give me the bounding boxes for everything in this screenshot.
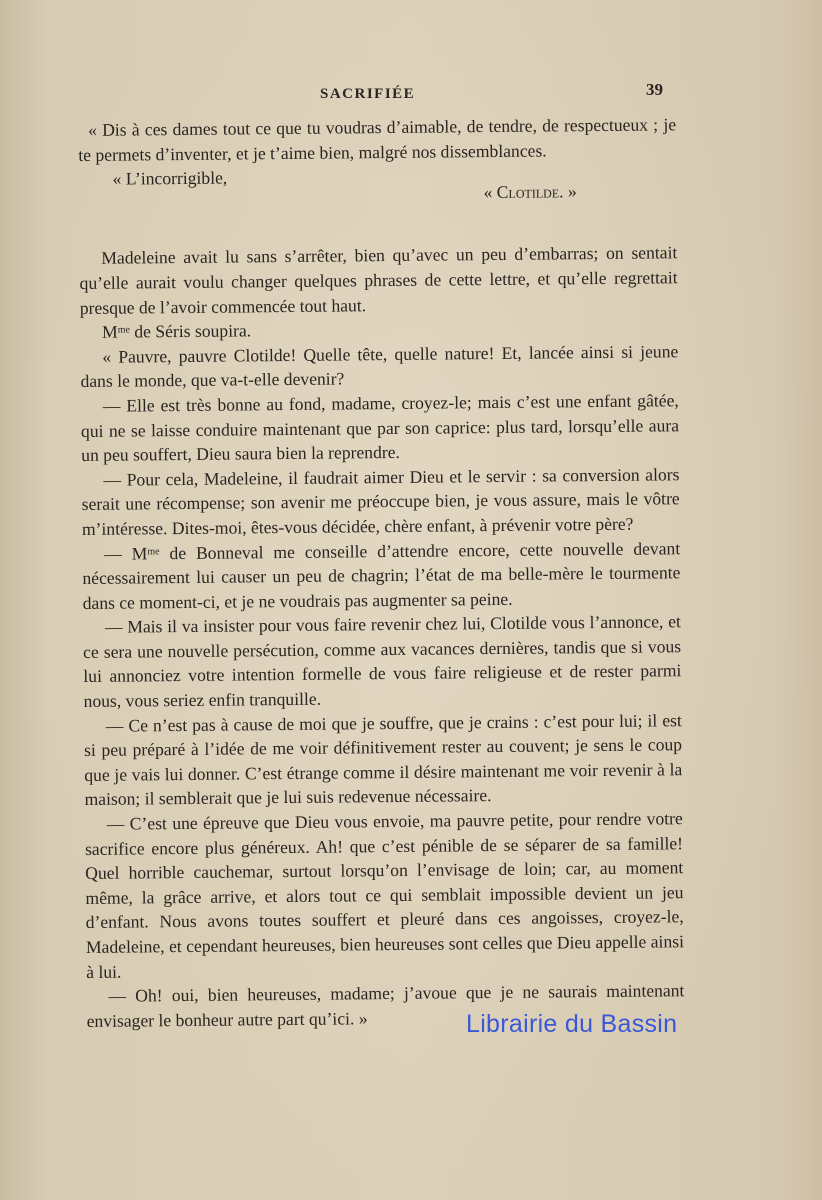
paragraph-letter-end: « Dis à ces dames tout ce que tu voudras d’aimable, de tendre, de respectueux ; je te permets d’inventer, et je t’aime bien, malgré nos dissemblances. [78, 114, 677, 165]
running-title: SACRIFIÉE [320, 86, 416, 102]
paragraph: — Elle est très bonne au fond, madame, croyez-le; mais c’est une enfant gâtée, qui ne se laisse conduire maintenant que par son caprice: plus tard, lorsqu’elle aura un peu souffert, Dieu saura bien la reprendre. [80, 390, 680, 466]
paragraph-closing: « L’incorrigible, [112, 167, 228, 189]
title-abbrev: — M [104, 542, 148, 564]
paragraph: — C’est une épreuve que Dieu vous envoie, ma pauvre petite, pour rendre votre sacrifice encore plus généreux. Ah! que c’est pénible de se séparer de sa famille! Quel horrible cauchemar, surtout lorsqu’on l’envisage de loin; car, au moment même, la grâce arrive, et alors tout ce qui semblait impossible devient un jeu d’enfant. Nous avons toutes souffert et pleuré dans ces angoisses, croyez-le, Madeleine, et cependant heureuses, bien heureuses sont celles que Dieu appelle ainsi à lui. [84, 808, 685, 982]
paragraph-text: de Bonneval me conseille d’attendre encore, cette nouvelle devant nécessairement lui causer un peu de chagrin; l’état de ma belle-mère le tourmente dans ce moment-ci, et je ne voudrais pas augmenter sa peine. [82, 537, 681, 613]
paragraph: — Ce n’est pas à cause de moi que je souffre, que je crains : c’est pour lui; il est si peu préparé à l’idée de me voir définitivement rester au couvent; je sens le coup que je vais lui donner. C’est étrange comme il désire maintenant me voir revenir à la maison; il semblerait que je lui suis redevenue nécessaire. [83, 709, 683, 810]
bookseller-watermark: Librairie du Bassin [466, 1010, 678, 1038]
title-abbrev-sup: me [117, 324, 130, 336]
paragraph: « Pauvre, pauvre Clotilde! Quelle tête, quelle nature! Et, lancée ainsi si jeune dans le monde, que va-t-elle devenir? [80, 340, 679, 392]
paragraph: — Mais il va insister pour vous faire revenir chez lui, Clotilde vous l’annonce, et ce sera une nouvelle persécution, comme aux vacances dernières, tandis que si vous lui annonciez votre intention formelle de vous faire religieuse et de rester parmi nous, vous seriez enfin tranquille. [83, 611, 682, 712]
page-header [0, 80, 822, 106]
body-text [78, 112, 685, 1033]
paragraph [82, 536, 681, 616]
paragraph-text: de Séris soupira. [129, 320, 252, 342]
title-abbrev: M [101, 321, 118, 342]
paragraph: — Oh! oui, bien heureuses, madame; j’avoue que je ne saurais maintenant envisager le bonheur autre part qu’ici. » [86, 980, 685, 1031]
title-abbrev-sup: me [147, 545, 160, 557]
letter-signature: « Clotilde. » [483, 180, 577, 202]
paragraph: — Pour cela, Madeleine, il faudrait aimer Dieu et le servir : sa conversion alors serait une récompense; son avenir me préoccupe bien, je vous assure, mais le vôtre m’intéresse. Dites-moi, êtes-vous décidée, chère enfant, à prévenir votre père? [81, 463, 680, 539]
paragraph: Madeleine avait lu sans s’arrêter, bien qu’avec un peu d’embarras; on sentait qu’elle aurait voulu changer quelques phrases de cette lettre, et qu’elle regrettait presque de l’avoir commencée tout haut. [79, 242, 678, 318]
page-number: 39 [646, 80, 663, 99]
section-gap [79, 203, 677, 247]
